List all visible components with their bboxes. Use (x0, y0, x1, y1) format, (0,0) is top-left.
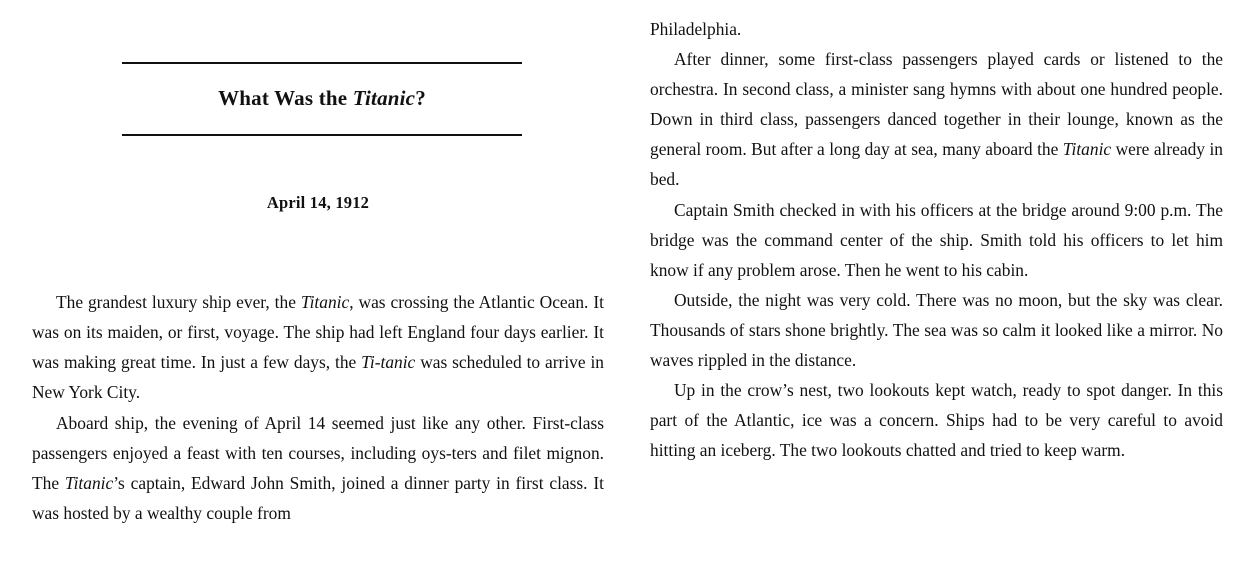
paragraph (650, 375, 1223, 465)
chapter-title-italic: Titanic (352, 86, 416, 110)
text-run: ’s captain, Edward John Smith, joined a dinner party in first class. It was hosted by a wealthy couple from (32, 472, 604, 523)
title-rule-bottom (122, 134, 522, 136)
paragraph (650, 285, 1223, 375)
left-column (0, 0, 624, 576)
paragraph (650, 14, 1223, 44)
text-run: Up in the crow’s nest, two lookouts kept watch, ready to spot danger. In this part of the Atlantic, ice was a concern. Ships had to be very careful to avoid hitting an iceberg. The two lookouts chatted and tried to keep warm. (650, 380, 1223, 461)
chapter-title-after: ? (415, 86, 426, 110)
italic-term: Titanic (300, 292, 350, 313)
paragraph (650, 195, 1223, 285)
right-column (624, 0, 1249, 576)
chapter-title (122, 64, 522, 134)
chapter-title-block (122, 62, 522, 136)
text-run: Captain Smith checked in with his officers at the bridge around 9:00 p.m. The bridge was the command center of the ship. Smith told his officers to let him know if any problem arose. Then he went to his cabin. (650, 199, 1223, 280)
text-run: After dinner, some first-class passengers played cards or listened to the orchestra. In second class, a minister sang hymns with about one hundred people. Down in third class, passengers danced together in their lounge, known as the general room. But after a long day at sea, many aboard the (650, 49, 1223, 160)
paragraph (32, 287, 604, 407)
left-column-body (32, 287, 604, 528)
text-run: were already in bed. (650, 139, 1223, 190)
text-run: Aboard ship, the evening of April 14 seemed just like any other. First-class passengers enjoyed a feast with ten courses, including oys-ters and filet mignon. The (32, 412, 604, 493)
text-run: Outside, the night was very cold. There was no moon, but the sky was clear. Thousands of stars shone brightly. The sea was so calm it looked like a mirror. No waves rippled in the distance. (650, 289, 1223, 371)
paragraph (650, 44, 1223, 194)
text-run: The grandest luxury ship ever, the (56, 292, 301, 313)
italic-term: Titanic (1062, 139, 1112, 160)
italic-term: Ti-tanic (361, 352, 416, 373)
right-column-body (650, 14, 1223, 465)
italic-term: Titanic (64, 472, 114, 493)
chapter-title-before: What Was the (218, 86, 353, 110)
text-run: Philadelphia. (650, 19, 742, 39)
text-run: , was crossing the Atlantic Ocean. It was on its maiden, or first, voyage. The ship had left England four days earlier. It was making great time. In just a few days, the (32, 292, 604, 373)
paragraph (32, 408, 604, 528)
date-heading: April 14, 1912 (266, 193, 370, 213)
text-run: was scheduled to arrive in New York City. (32, 352, 604, 403)
